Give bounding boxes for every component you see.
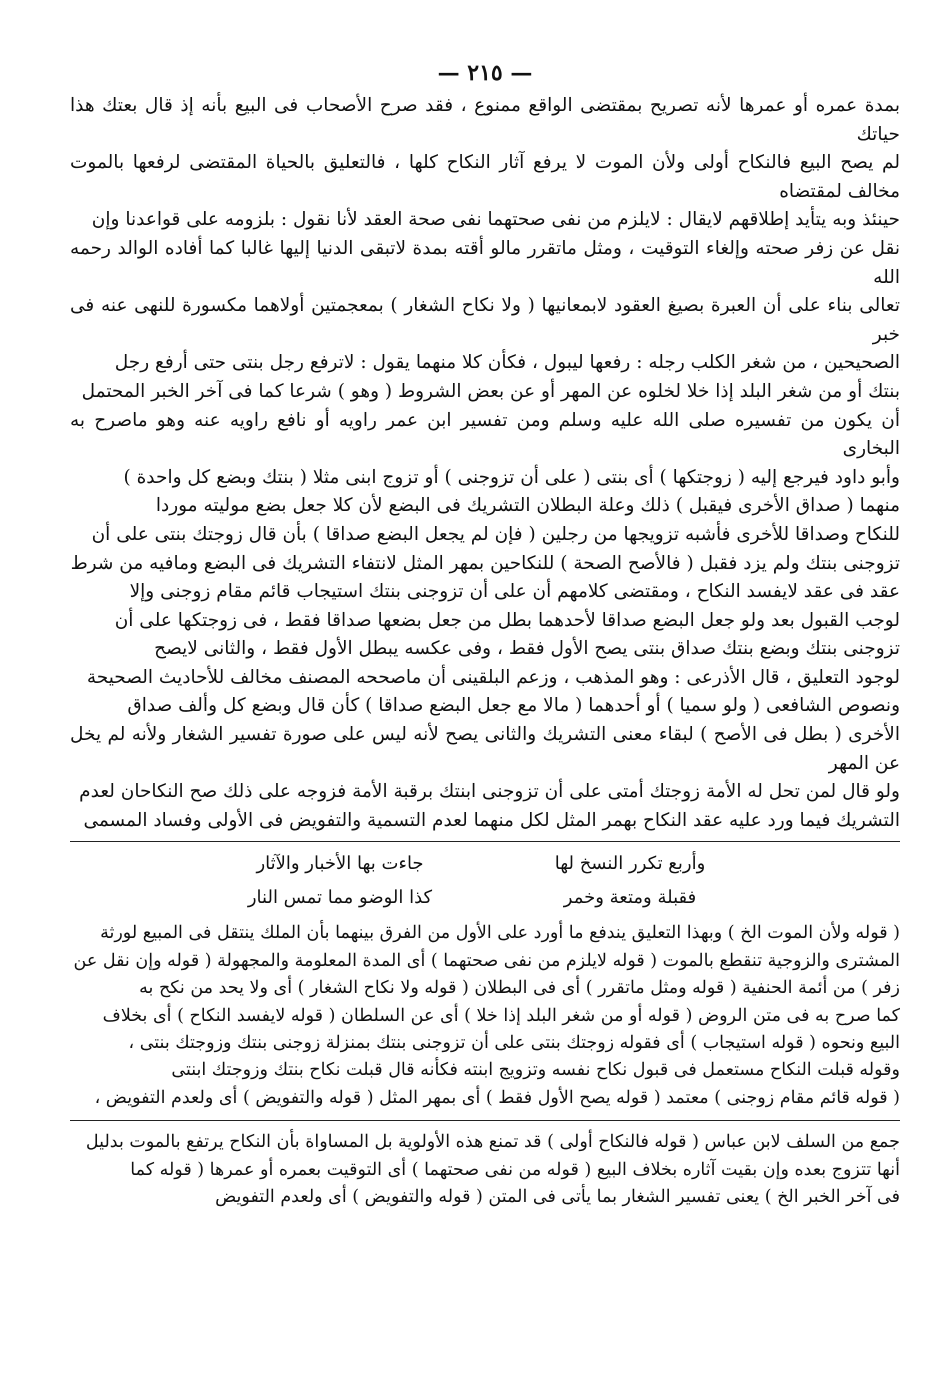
main-text-line: التشريك فيما ورد عليه عقد النكاح بهمر المثل لكل منهما لعدم التسمية والتفويض فى الأولى وفساد المسمى xyxy=(83,809,900,831)
main-text-line: لوجود التعليق ، قال الأذرعى : وهو المذهب ، وزعم البلقينى أن ماصححه المصنف مخالف للأحاديث الصحيحة xyxy=(86,666,900,688)
main-text-line: لوجب القبول بعد ولو جعل البضع صداقا لأحدهما بطل من جعل بضعها صداقا فقط ، فى زوجتكها على أن xyxy=(114,609,900,631)
main-text-line: وأبو داود فيرجع إليه ( زوجتكها ) أى بنتى ( على أن تزوجنى ) أو تزوج ابنى مثلا ( بنتك وبضع كل واحدة ) xyxy=(123,466,900,488)
main-text-line: ونصوص الشافعى ( ولو سميا ) أو أحدهما ( مالا مع جعل البضع صداقا ) كأن قال وبضع كل وألف صداق xyxy=(127,695,900,717)
poem-verses xyxy=(215,850,755,912)
main-text-block xyxy=(70,92,900,835)
main-text-line: نقل عن زفر صحته وإلغاء التوقيت ، ومثل ماتقرر مالو أقته بمدة لاتبقى الدنيا إليها غالبا كما أفاده الوالد رحمه الله xyxy=(70,237,900,288)
commentary-line: وقوله قبلت النكاح مستعمل فى قبول نكاح نفسه وتزويج ابنته فكأنه قال قبلت نكاح بنتك وزوجتك ابنتى xyxy=(171,1060,900,1081)
commentary-line: ( قوله ولأن الموت الخ ) وبهذا التعليق يندفع ما أورد على الأول من الفرق بينهما بأن الملك ينتقل فى المبيع لورثة xyxy=(100,923,900,944)
main-text-line: منهما ( صداق الأخرى فيقبل ) ذلك وعلة البطلان التشريك فى البضع لأن كلا جعل بضع موليته موردا xyxy=(155,495,900,517)
main-text-line: تعالى بناء على أن العبرة بصيغ العقود لابمعانيها ( ولا نكاح الشغار ) بمعجمتين أولاهما مكسورة للنهى عنه فى خبر xyxy=(70,295,900,345)
page-number: — ٢١٥ — xyxy=(437,60,533,86)
commentary-line: البيع ونحوه ( قوله استيجاب ) أى فقوله زوجتك بنتى على أن تزوجنى بنتك بمنزلة زوجنى بنتك وزوجتك بنتى ، xyxy=(128,1033,900,1054)
poem-hemistich: كذا الوضو مما تمس النار xyxy=(247,887,433,909)
commentary-block xyxy=(70,920,900,1112)
commentary-line: كما صرح به فى متن الروض ( قوله أو من شغر البلد إذا خلا ) أى عن السلطان ( قوله لايفسد النكاح ) أى بخلاف xyxy=(102,1005,900,1026)
main-text-line: ولو قال لمن تحل له الأمة زوجتك أمتى على أن تزوجنى ابنتك برقبة الأمة فزوجه على ذلك صح النكاحان لعدم xyxy=(79,781,900,803)
main-text-line: عقد فى عقد لايفسد النكاح ، ومقتضى كلامهم أن على أن تزوجنى بنتك استيجاب قائم مقام زوجنى وإلا xyxy=(129,581,900,603)
main-text-line: تزوجنى بنتك ولم يزد فقبل ( فالأصح الصحة ) للنكاحين بمهر المثل لانتفاء التشريك فى البضع ومافيه من شرط xyxy=(70,552,900,574)
main-text-line: الصحيحين ، من شغر الكلب رجله : رفعها ليبول ، فكأن كلا منهما يقول : لاترفع رجل بنتى حتى أرفع رجل xyxy=(114,352,900,374)
poem-hemistich: فقبلة ومتعة وخمر xyxy=(563,887,697,909)
footnote-separator xyxy=(70,1120,900,1121)
main-text-line: للنكاح وصداقا للأخرى فأشبه تزويجها من رجلين ( فإن لم يجعل البضع صداقا ) بأن قال زوجتك بنتى على أن xyxy=(91,523,900,545)
footnote-line: أنها تتزوج بعده وإن بقيت آثاره بخلاف البيع ( قوله من نفى صحتهما ) أى التوقيت بعمره أو عمرها ( قوله كما xyxy=(130,1159,900,1180)
commentary-line: ( قوله قائم مقام زوجنى ) معتمد ( قوله يصح الأول فقط ) أى بمهر المثل ( قوله والتفويض ) أى ولعدم التفويض ، xyxy=(94,1087,900,1108)
commentary-separator xyxy=(70,841,900,842)
footnote-block xyxy=(70,1129,900,1211)
commentary-line: زفر ) من أئمة الحنفية ( قوله ومثل ماتقرر ) أى فى البطلان ( قوله ولا نكاح الشغار ) أى ولا يحد من نكح به xyxy=(139,978,900,999)
poem-hemistich: جاءت بها الأخبار والآثار xyxy=(256,853,424,875)
main-text-line: تزوجنى بنتك وبضع بنتك صداق بنتى يصح الأول فقط ، وفى عكسه يبطل الأول فقط ، والثانى لايصح xyxy=(154,638,900,660)
commentary-line: المشترى والزوجية تنقطع بالموت ( قوله لايلزم من نفى صحتهما ) أى المدة المعلومة والمجهولة ( قوله وإن نقل عن xyxy=(73,950,900,971)
footnote-line: جمع من السلف لابن عباس ( قوله فالنكاح أولى ) قد تمنع هذه الأولوية بل المساواة بأن النكاح يرتفع بالموت بدليل xyxy=(85,1132,900,1153)
poem-hemistich: وأربع تكرر النسخ لها xyxy=(554,853,706,875)
footnote-line: فى آخر الخبر الخ ) يعنى تفسير الشغار بما يأتى فى المتن ( قوله والتفويض ) أى ولعدم التفويض xyxy=(215,1187,900,1208)
main-text-line: بمدة عمره أو عمرها لأنه تصريح بمقتضى الواقع ممنوع ، فقد صرح الأصحاب فى البيع بأنه إذ قال بعتك هذا حياتك xyxy=(70,95,900,145)
main-text-line: بنتك أو من شغر البلد إذا خلا لخلوه عن المهر أو عن بعض الشروط ( وهو ) شرعا كما فى آخر الخبر المحتمل xyxy=(81,380,900,402)
main-text-line: حينئذ وبه يتأيد إطلاقهم لايقال : لايلزم من نفى صحتهما نفى صحة العقد لأنا نقول : بلزومه على قواعدنا وإن xyxy=(91,209,900,231)
document-page xyxy=(70,60,900,1315)
main-text-line: أن يكون من تفسيره صلى الله عليه وسلم ومن تفسير ابن عمر راويه أو نافع راويه عنه وهو ماصرح به البخارى xyxy=(70,409,900,460)
main-text-line: لم يصح البيع فالنكاح أولى ولأن الموت لا يرفع آثار النكاح كلها ، فالتعليق بالحياة المقتضى لرفعها بالموت مخالف لمقتضاه xyxy=(70,152,900,202)
main-text-line: الأخرى ( بطل فى الأصح ) لبقاء معنى التشريك والثانى يصح لأنه ليس على صورة تفسير الشغار ولأنه لم يخل عن المهر xyxy=(70,724,900,774)
